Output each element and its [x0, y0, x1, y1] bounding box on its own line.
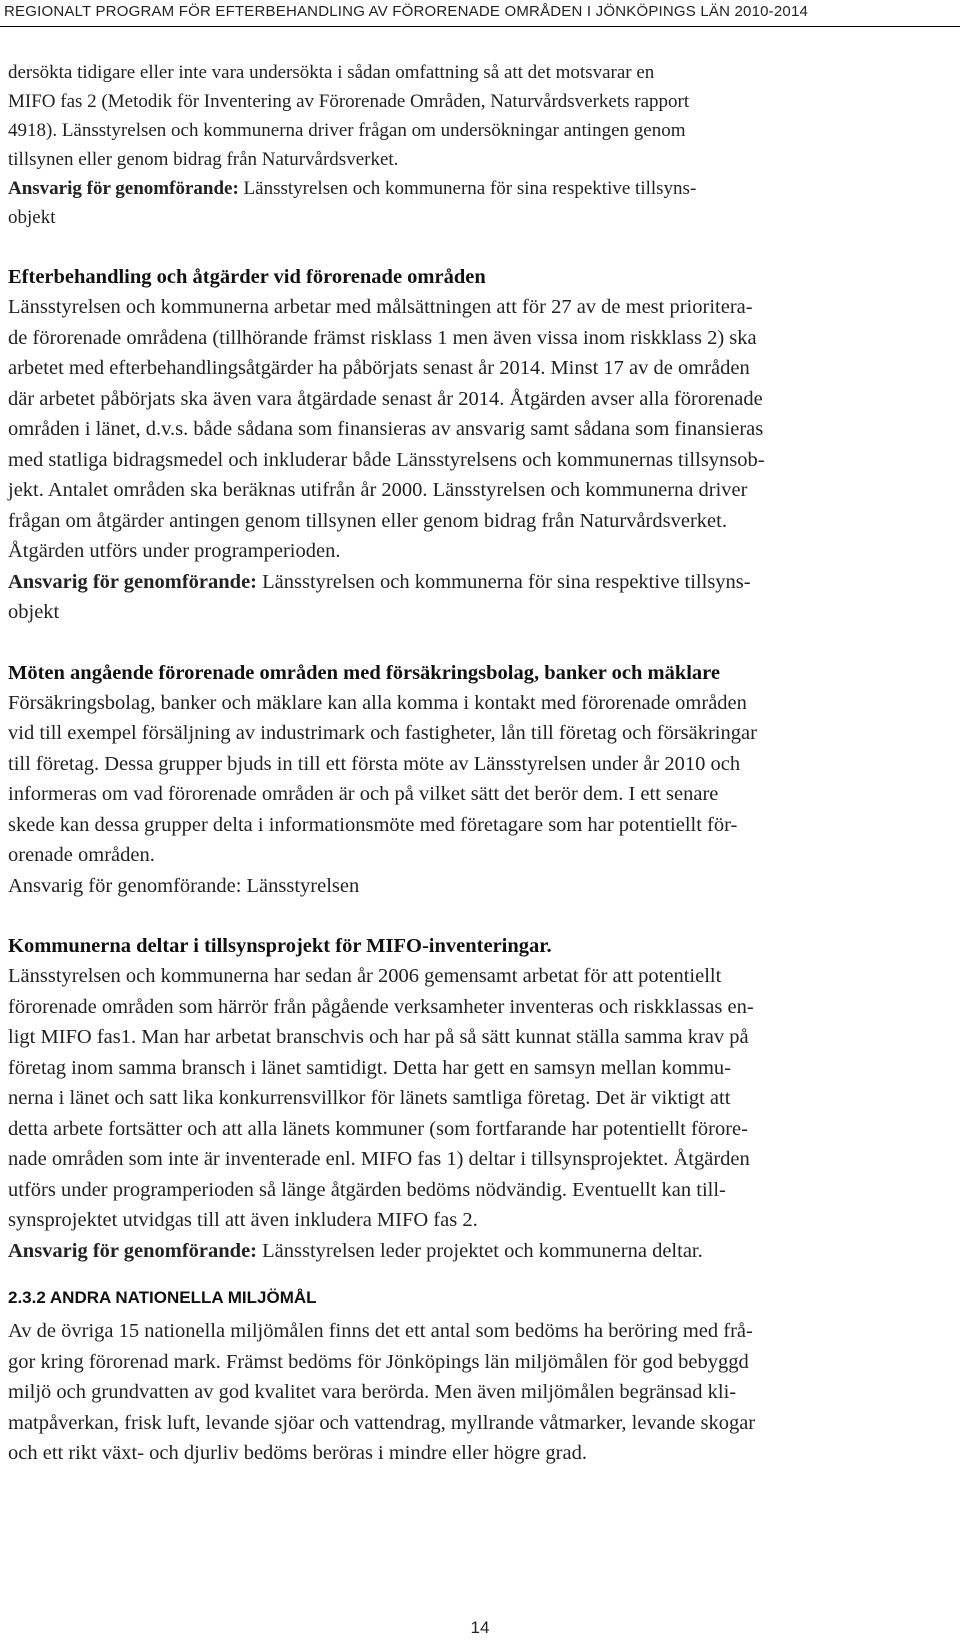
intro-responsible-line: [8, 174, 928, 203]
section1-line: arbetet med efterbehandlingsåtgärder ha påbörjats senast år 2014. Minst 17 av de områden: [8, 357, 750, 379]
section2-paragraph: [8, 688, 928, 902]
section3-line: förorenade områden som härrör från pågående verksamheter inventeras och riskklassas en-: [8, 995, 754, 1018]
section1-line: områden i länet, d.v.s. både sådana som finansieras av ansvarig samt sådana som finansieras: [8, 418, 764, 440]
intro-responsible-cont: objekt: [8, 207, 56, 228]
section3-line: detta arbete fortsätter och att alla länets kommuner (som fortfarande har potentiellt förore-: [8, 1117, 748, 1140]
document-body: [8, 58, 928, 1469]
section3-line: Länsstyrelsen och kommunerna har sedan år 2006 gemensamt arbetat för att potentiellt: [8, 965, 722, 987]
section1-line: Länsstyrelsen och kommunerna arbetar med målsättningen att för 27 av de mest prioritera-: [8, 296, 753, 318]
running-header: [0, 0, 960, 27]
section2-line: vid till exempel försäljning av industrimark och fastigheter, lån till företag och försäkringar: [8, 722, 757, 744]
section-heading-moten: Möten angående förorenade områden med försäkringsbolag, banker och mäklare: [8, 661, 720, 684]
section4-line: och ett rikt växt- och djurliv bedöms beröras i mindre eller högre grad.: [8, 1442, 587, 1464]
intro-line: 4918). Länsstyrelsen och kommunerna driver frågan om undersökningar antingen genom: [8, 120, 686, 141]
section2-line: orenade områden.: [8, 844, 155, 866]
section4-line: miljö och grundvatten av god kvalitet vara berörda. Men även miljömålen begränsad kli-: [8, 1381, 737, 1403]
responsible-label: Ansvarig för genomförande:: [8, 1239, 258, 1262]
section2-line: till företag. Dessa grupper bjuds in till ett första möte av Länsstyrelsen under år 2010 och: [8, 752, 741, 775]
intro-line: tillsynen eller genom bidrag från Naturvårdsverket.: [8, 149, 399, 170]
section2-line: Försäkringsbolag, banker och mäklare kan alla komma i kontakt med förorenade områden: [8, 691, 747, 714]
section2-line: skede kan dessa grupper delta i informationsmöte med företagare som har potentiellt för-: [8, 813, 738, 836]
section1-line: de förorenade områdena (tillhörande främst risklass 1 men även vissa inom riskklass 2) ska: [8, 326, 757, 349]
section3-line: nerna i länet och satt lika konkurrensvillkor för länets samtliga företag. Det är viktigt att: [8, 1087, 731, 1109]
section1-line: frågan om åtgärder antingen genom tillsynen eller genom bidrag från Naturvårdsverket.: [8, 509, 727, 532]
section1-line: där arbetet påbörjats ska även vara åtgärdade senast år 2014. Åtgärden avser alla förorenade: [8, 387, 763, 410]
intro-line: dersökta tidigare eller inte vara undersökta i sådan omfattning så att det motsvarar en: [8, 62, 655, 83]
section1-line: jekt. Antalet områden ska beräknas utifrån år 2000. Länsstyrelsen och kommunerna driver: [8, 479, 748, 501]
section1-responsible-cont: objekt: [8, 601, 60, 623]
running-header-title: REGIONALT PROGRAM FÖR EFTERBEHANDLING AV FÖRORENADE OMRÅDEN I JÖNKÖPINGS LÄN 2010-2014: [4, 3, 809, 20]
section4-paragraph: [8, 1316, 928, 1469]
responsible-text: Länsstyrelsen leder projektet och kommunerna deltar.: [257, 1239, 703, 1262]
section3-line: företag inom samma bransch i länet samtidigt. Detta har gett en samsyn mellan kommu-: [8, 1056, 732, 1079]
intro-line: MIFO fas 2 (Metodik för Inventering av Förorenade Områden, Naturvårdsverkets rapport: [8, 91, 690, 112]
section3-responsible-line: [8, 1236, 928, 1267]
section-heading-efterbehandling: Efterbehandling och åtgärder vid förorenade områden: [8, 266, 486, 288]
section3-line: synsprojektet utvidgas till att även inkludera MIFO fas 2.: [8, 1209, 478, 1231]
section2-line: informeras om vad förorenade områden är och på vilket sätt det berör dem. I ett senare: [8, 783, 719, 805]
section1-responsible-line: [8, 567, 928, 598]
section2-responsible-line: Ansvarig för genomförande: Länsstyrelsen: [8, 874, 360, 897]
page-number: 14: [470, 1618, 490, 1637]
section1-line: med statliga bidragsmedel och inkluderar både Länsstyrelsens och kommunernas tillsynsob-: [8, 448, 765, 471]
responsible-text: Länsstyrelsen och kommunerna för sina respektive tillsyns-: [257, 570, 751, 593]
section-heading-andra-nationella-miljomal: 2.3.2 ANDRA NATIONELLA MILJÖMÅL: [8, 1288, 317, 1307]
intro-paragraph: [8, 58, 928, 232]
section3-line: ligt MIFO fas1. Man har arbetat branschvis och har på så sätt kunnat ställa samma krav på: [8, 1026, 749, 1048]
responsible-label: Ansvarig för genomförande:: [8, 570, 258, 593]
section3-line: nade områden som inte är inventerade enl. MIFO fas 1) deltar i tillsynsprojektet. Åtgärden: [8, 1148, 750, 1170]
section4-line: gor kring förorenad mark. Främst bedöms för Jönköpings län miljömålen för god bebyggd: [8, 1350, 749, 1373]
responsible-label: Ansvarig för genomförande:: [8, 178, 239, 199]
section3-line: utförs under programperioden så länge åtgärden bedöms nödvändig. Eventuellt kan till-: [8, 1178, 726, 1201]
section3-paragraph: [8, 961, 928, 1266]
section-heading-kommunerna: Kommunerna deltar i tillsynsprojekt för MIFO-inventeringar.: [8, 935, 552, 957]
section4-line: matpåverkan, frisk luft, levande sjöar och vattendrag, myllrande våtmarker, levande skogar: [8, 1411, 756, 1434]
section1-paragraph: [8, 292, 928, 628]
section4-line: Av de övriga 15 nationella miljömålen finns det ett antal som bedöms ha beröring med frå-: [8, 1320, 753, 1342]
section1-line: Åtgärden utförs under programperioden.: [8, 540, 341, 562]
responsible-text: Länsstyrelsen och kommunerna för sina respektive tillsyns-: [238, 178, 697, 199]
